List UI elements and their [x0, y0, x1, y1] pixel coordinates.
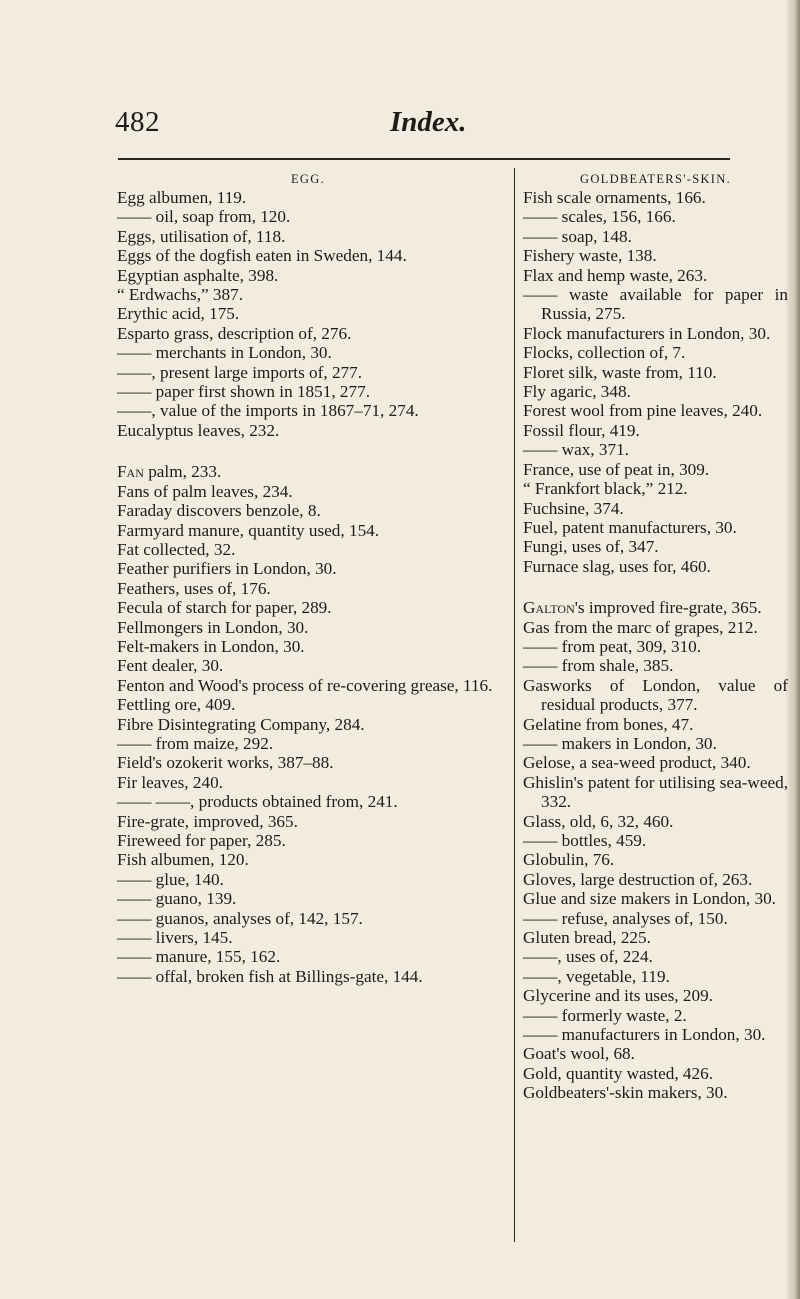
index-entry: Fishery waste, 138. — [523, 246, 657, 266]
index-entry: —— livers, 145. — [117, 928, 233, 948]
index-entry: Gloves, large destruction of, 263. — [523, 869, 753, 889]
index-entry: “ Erdwachs,” 387. — [117, 285, 243, 305]
index-entry: Forest wool from pine leaves, 240. — [523, 401, 763, 421]
index-entry: Fuel, patent manufacturers, 30. — [523, 517, 737, 537]
index-entry: ——, vegetable, 119. — [523, 966, 670, 986]
index-entry: —— glue, 140. — [117, 869, 224, 889]
index-entry: Erythic acid, 175. — [117, 304, 240, 324]
page-header — [0, 96, 800, 156]
index-entry: —— soap, 148. — [523, 226, 632, 246]
index-entry: Fuchsine, 374. — [523, 498, 624, 518]
left-column — [117, 168, 499, 986]
index-entry: Field's ozokerit works, 387–88. — [117, 753, 334, 773]
left-entries-f — [117, 482, 499, 987]
index-entry: Ghislin's patent for utilising sea-weed, 332. — [523, 772, 788, 812]
index-entry: —— makers in London, 30. — [523, 733, 717, 753]
index-entry: Fibre Disintegrating Company, 284. — [117, 714, 365, 734]
index-entry: Eggs of the dogfish eaten in Sweden, 144. — [117, 246, 407, 266]
page-number: 482 — [115, 106, 160, 138]
index-entry: Fish albumen, 120. — [117, 850, 249, 870]
entry-rest: palm, 233. — [143, 462, 222, 482]
index-entry: Fungi, uses of, 347. — [523, 537, 659, 557]
section-gap — [523, 576, 788, 598]
index-entry: —— paper first shown in 1851, 277. — [117, 382, 371, 402]
index-entry — [523, 598, 788, 617]
index-entry: Eucalyptus leaves, 232. — [117, 420, 280, 440]
index-entry: Fans of palm leaves, 234. — [117, 481, 293, 501]
index-entry: Globulin, 76. — [523, 850, 615, 870]
index-entry: Gasworks of London, value of residual products, 377. — [523, 675, 788, 715]
left-entries-e — [117, 188, 499, 440]
index-entry: Fish scale ornaments, 166. — [523, 188, 706, 207]
index-entry: —— refuse, analyses of, 150. — [523, 908, 728, 928]
index-entry: Fat collected, 32. — [117, 539, 236, 559]
index-entry: —— waste available for paper in Russia, 275. — [523, 285, 788, 324]
index-entry: —— formerly waste, 2. — [523, 1005, 687, 1025]
right-column — [523, 168, 788, 1103]
index-entry: —— from maize, 292. — [117, 733, 274, 753]
index-entry: “ Frankfort black,” 212. — [523, 479, 688, 499]
index-entry: —— manufacturers in London, 30. — [523, 1025, 766, 1045]
index-entry: Flocks, collection of, 7. — [523, 343, 686, 363]
index-entry: Fly agaric, 348. — [523, 382, 631, 402]
index-entry: Gluten bread, 225. — [523, 928, 651, 948]
index-entry: —— manure, 155, 162. — [117, 947, 281, 967]
right-running-heading: GOLDBEATERS'-SKIN. — [580, 172, 731, 186]
index-entry: Egg albumen, 119. — [117, 188, 247, 207]
index-entry: Faraday discovers benzole, 8. — [117, 501, 321, 521]
index-entry: Flock manufacturers in London, 30. — [523, 323, 771, 343]
index-entry — [117, 462, 499, 481]
index-entry: —— scales, 156, 166. — [523, 207, 676, 227]
left-running-heading: EGG. — [290, 172, 325, 186]
index-entry: Gas from the marc of grapes, 212. — [523, 617, 758, 637]
index-entry: Glycerine and its uses, 209. — [523, 986, 713, 1006]
index-entry: Furnace slag, uses for, 460. — [523, 556, 711, 576]
index-entry: ——, uses of, 224. — [523, 947, 653, 967]
page-edge-shadow — [786, 0, 800, 1299]
index-entry: Esparto grass, description of, 276. — [117, 323, 352, 343]
entry-rest: 's improved fire-grate, 365. — [574, 598, 762, 618]
index-entry: Farmyard manure, quantity used, 154. — [117, 520, 380, 540]
index-entry: Fettling ore, 409. — [117, 695, 236, 715]
column-divider — [514, 168, 515, 1242]
index-entry: —— from shale, 385. — [523, 656, 674, 676]
index-entry: Goat's wool, 68. — [523, 1044, 635, 1064]
index-entry: Fenton and Wood's process of re-covering grease, 116. — [117, 675, 493, 695]
index-entry: Fent dealer, 30. — [117, 656, 224, 676]
index-entry: —— oil, soap from, 120. — [117, 207, 291, 227]
index-entry: —— ——, products obtained from, 241. — [117, 792, 398, 812]
index-entry: Flax and hemp waste, 263. — [523, 265, 708, 285]
index-entry: Eggs, utilisation of, 118. — [117, 226, 286, 246]
index-entry: ——, value of the imports in 1867–71, 274. — [117, 401, 419, 421]
right-entries-f — [523, 188, 788, 576]
header-rule — [118, 158, 730, 160]
section-lead-word: Fan — [117, 462, 144, 482]
index-entry: —— merchants in London, 30. — [117, 343, 332, 363]
index-entry: Gelose, a sea-weed product, 340. — [523, 753, 751, 773]
index-entry: —— guanos, analyses of, 142, 157. — [117, 908, 363, 928]
index-entry: —— bottles, 459. — [523, 831, 647, 850]
index-entry: France, use of peat in, 309. — [523, 459, 710, 479]
running-title: Index. — [390, 106, 467, 138]
section-lead-word: Galton — [523, 598, 575, 618]
index-entry: Feathers, uses of, 176. — [117, 578, 271, 598]
index-entry: Glue and size makers in London, 30. — [523, 889, 776, 909]
index-entry: Fireweed for paper, 285. — [117, 831, 286, 850]
index-entry: Feather purifiers in London, 30. — [117, 559, 337, 579]
index-entry: Floret silk, waste from, 110. — [523, 362, 717, 382]
index-entry: Egyptian asphalte, 398. — [117, 265, 279, 285]
index-entry: —— guano, 139. — [117, 889, 237, 909]
index-entry: Gold, quantity wasted, 426. — [523, 1063, 713, 1083]
index-entry: ——, present large imports of, 277. — [117, 362, 363, 382]
right-entries-g — [523, 618, 788, 1103]
index-entry: Fecula of starch for paper, 289. — [117, 598, 332, 618]
index-entry: —— from peat, 309, 310. — [523, 636, 702, 656]
index-entry: —— offal, broken fish at Billings-gate, 144. — [117, 966, 423, 986]
section-gap — [117, 440, 499, 462]
index-entry: Glass, old, 6, 32, 460. — [523, 811, 674, 831]
index-entry: Fire-grate, improved, 365. — [117, 811, 298, 831]
index-entry: Fir leaves, 240. — [117, 772, 223, 792]
index-entry: Goldbeaters'-skin makers, 30. — [523, 1083, 728, 1103]
index-entry: Gelatine from bones, 47. — [523, 714, 694, 734]
index-entry: Fossil flour, 419. — [523, 420, 640, 440]
index-entry: Fellmongers in London, 30. — [117, 617, 309, 637]
index-entry: Felt-makers in London, 30. — [117, 636, 305, 656]
index-entry: —— wax, 371. — [523, 440, 629, 460]
